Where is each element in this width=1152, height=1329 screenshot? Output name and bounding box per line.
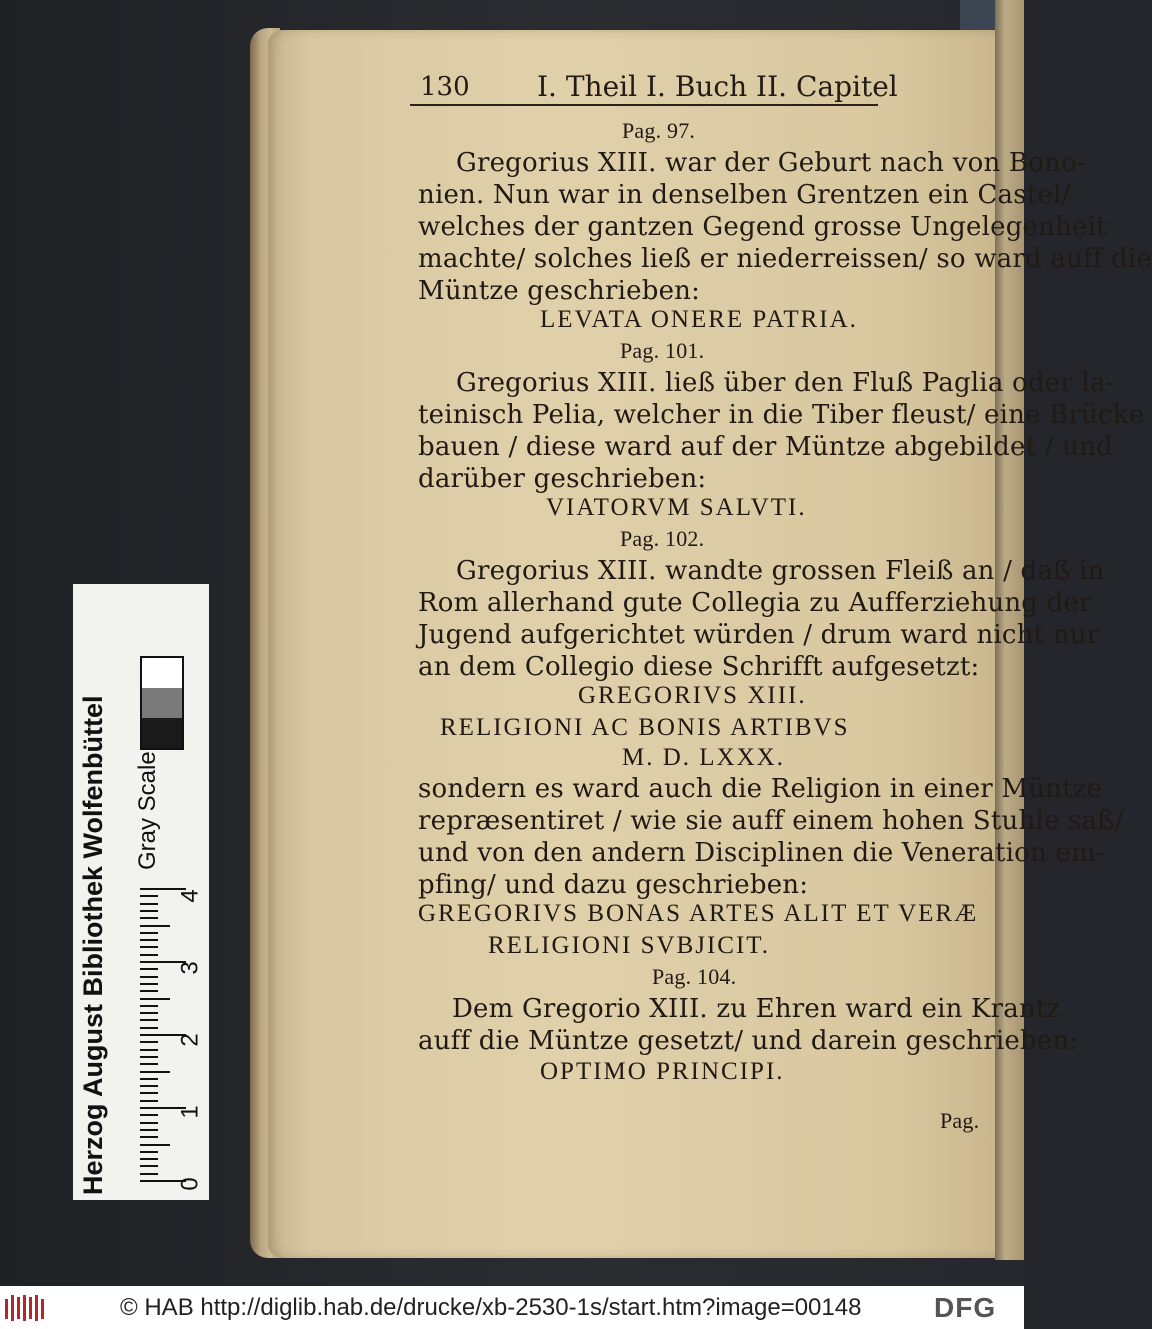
ruler-tick — [140, 976, 158, 978]
ruler-tick — [140, 939, 158, 941]
ruler-tick — [140, 1012, 158, 1014]
ruler-tick — [140, 925, 170, 927]
text-line: an dem Collegio diese Schrifft aufgesetzt: — [418, 652, 980, 682]
running-title: I. Theil I. Buch II. Capitel — [537, 70, 898, 103]
header-rule — [410, 104, 878, 106]
ruler-tick — [140, 998, 170, 1000]
ruler-tick — [140, 1005, 158, 1007]
text-line: darüber geschrieben: — [418, 464, 707, 494]
gray-swatch — [142, 658, 182, 688]
ruler-tick — [140, 983, 158, 985]
page-number: 130 — [420, 72, 470, 102]
text-line: Gregorius XIII. ließ über den Fluß Paglia oder la- — [456, 368, 1115, 398]
inscription-line: VIATORVM SALVTI. — [546, 494, 807, 521]
text-line: teinisch Pelia, welcher in die Tiber fleust/ eine Brücke — [418, 400, 1145, 430]
page-reference: Pag. 97. — [622, 118, 696, 143]
ruler-tick — [140, 1136, 158, 1138]
ruler-tick — [140, 1027, 158, 1029]
gray-swatch — [142, 688, 182, 718]
ruler-tick — [140, 910, 158, 912]
ruler-number: 0 — [176, 1177, 204, 1191]
gray-swatches — [140, 656, 184, 750]
inscription-line: RELIGIONI SVBJICIT. — [488, 932, 770, 959]
text-line: Jugend aufgerichtet würden / drum ward nicht nur — [418, 620, 1100, 650]
ruler-tick — [140, 1078, 158, 1080]
gray-swatch — [142, 718, 182, 748]
ruler-tick — [140, 1071, 170, 1073]
ruler-tick — [140, 1165, 158, 1167]
text-line: repræsentiret / wie sie auff einem hohen Stuhle saß/ — [418, 806, 1124, 836]
text-line: Dem Gregorio XIII. zu Ehren ward ein Krantz — [452, 994, 1061, 1024]
text-line: machte/ solches ließ er niederreissen/ so ward auff die — [418, 244, 1152, 274]
text-line: Rom allerhand gute Collegia zu Aufferziehung der — [418, 588, 1092, 618]
catchword: Pag. — [940, 1108, 980, 1133]
page-reference: Pag. 102. — [620, 526, 705, 551]
ruler-tick — [140, 1129, 158, 1131]
ruler-tick — [140, 895, 158, 897]
ruler-tick — [140, 1114, 158, 1116]
inscription-line: GREGORIVS BONAS ARTES ALIT ET VERÆ — [418, 900, 979, 927]
ruler-ticks — [140, 880, 186, 1180]
ruler-tick — [140, 932, 158, 934]
copyright-link[interactable]: © HAB http://diglib.hab.de/drucke/xb-2530-1s/start.htm?image=00148 — [120, 1294, 862, 1321]
ruler-tick — [140, 1041, 158, 1043]
ruler-tick — [140, 1092, 158, 1094]
ruler-number: 3 — [176, 961, 204, 975]
text-line: auff die Müntze gesetzt/ und darein geschrieben: — [418, 1026, 1079, 1056]
page-reference: Pag. 104. — [652, 964, 737, 989]
text-line: Müntze geschrieben: — [418, 276, 701, 306]
hab-logo-icon — [4, 1293, 48, 1323]
ruler-title: Herzog August Bibliothek Wolfenbüttel — [78, 695, 108, 1195]
text-line: welches der gantzen Gegend grosse Ungelegenheit — [418, 212, 1107, 242]
inscription-line: RELIGIONI AC BONIS ARTIBVS — [440, 714, 850, 741]
ruler-number: 4 — [176, 889, 204, 903]
ruler-tick — [140, 954, 158, 956]
ruler-tick — [140, 946, 158, 948]
ruler-tick — [140, 1085, 158, 1087]
ruler-tick — [140, 1063, 158, 1065]
text-line: sondern es ward auch die Religion in einer Müntze — [418, 774, 1103, 804]
footer-bar — [0, 1286, 1024, 1329]
text-line: bauen / diese ward auf der Müntze abgebildet / und — [418, 432, 1113, 462]
ruler-tick — [140, 1056, 158, 1058]
ruler-number: 1 — [176, 1105, 204, 1119]
ruler-tick — [140, 917, 158, 919]
ruler-number: 2 — [176, 1033, 204, 1047]
ruler-tick — [140, 1173, 158, 1175]
ruler-tick — [140, 968, 158, 970]
inscription-line: M. D. LXXX. — [622, 744, 785, 771]
ruler-tick — [140, 1151, 158, 1153]
ruler-tick — [140, 1100, 158, 1102]
inscription-line: LEVATA ONERE PATRIA. — [540, 306, 858, 333]
ruler-tick — [140, 1144, 170, 1146]
ruler-subtitle: Gray Scale — [134, 751, 161, 870]
dfg-logo: DFG — [934, 1292, 997, 1323]
inscription-line: GREGORIVS XIII. — [578, 682, 807, 709]
text-line: pfing/ und dazu geschrieben: — [418, 870, 809, 900]
ruler-tick — [140, 903, 158, 905]
text-line: Gregorius XIII. wandte grossen Fleiß an / daß in — [456, 556, 1105, 586]
ruler-tick — [140, 1158, 158, 1160]
ruler-tick — [140, 1019, 158, 1021]
ruler-tick — [140, 1122, 158, 1124]
page-reference: Pag. 101. — [620, 338, 705, 363]
text-line: nien. Nun war in denselben Grentzen ein Castel/ — [418, 180, 1071, 210]
text-line: Gregorius XIII. war der Geburt nach von Bono- — [456, 148, 1086, 178]
ruler-tick — [140, 990, 158, 992]
inscription-line: OPTIMO PRINCIPI. — [540, 1058, 785, 1085]
ruler-tick — [140, 1049, 158, 1051]
text-line: und von den andern Disciplinen die Veneration em- — [418, 838, 1105, 868]
